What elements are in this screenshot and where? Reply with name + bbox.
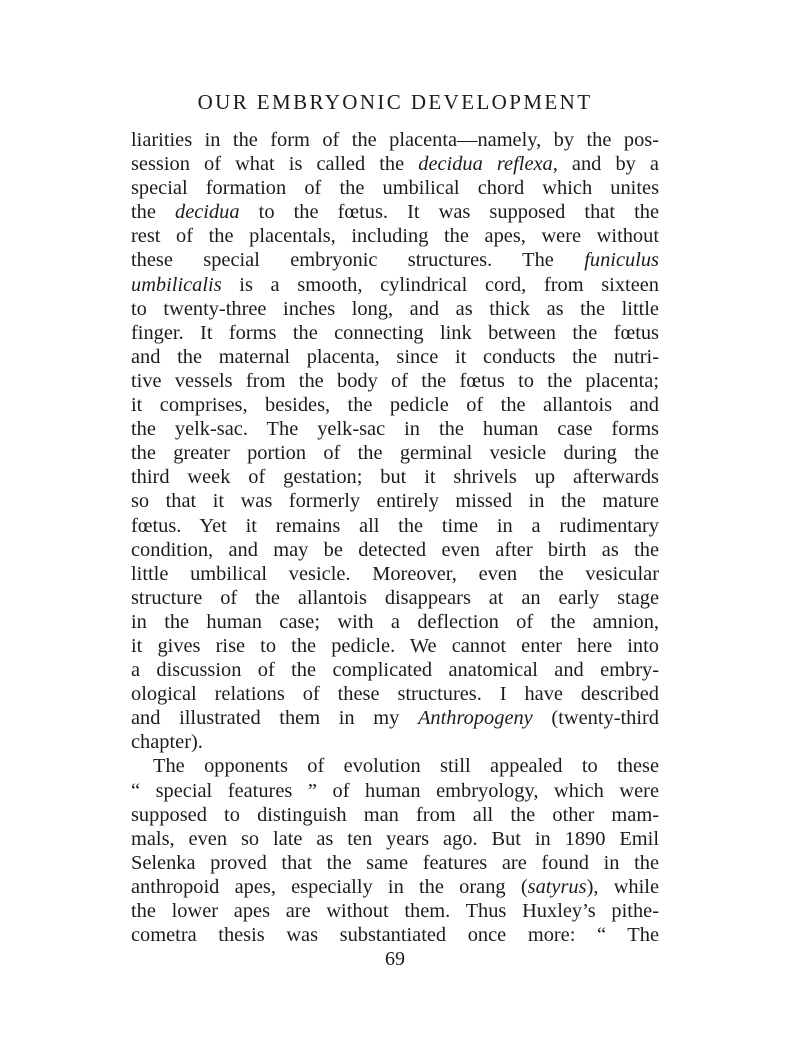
text-line: ological relations of these structures. I have described xyxy=(131,683,659,706)
running-head: OUR EMBRYONIC DEVELOPMENT xyxy=(197,90,593,114)
text-line: finger. It forms the connecting link between the fœtus xyxy=(131,321,659,344)
body-text xyxy=(131,128,659,947)
text-line: and illustrated them in my Anthropogeny (twenty-third xyxy=(131,707,659,730)
text-line: fœtus. Yet it remains all the time in a rudimentary xyxy=(131,514,659,537)
text-line: third week of gestation; but it shrivels up afterwards xyxy=(131,466,659,489)
text-line: little umbilical vesicle. Moreover, even the vesicular xyxy=(131,562,659,585)
text-line: rest of the placentals, including the apes, were without xyxy=(131,225,659,248)
text-line: these special embryonic structures. The funiculus xyxy=(131,249,659,272)
text-line: a discussion of the complicated anatomical and embry- xyxy=(131,659,659,682)
text-line: The opponents of evolution still appealed to these xyxy=(153,755,659,778)
text-line: and the maternal placenta, since it conducts the nutri- xyxy=(131,345,659,368)
text-line: to twenty-three inches long, and as thick as the little xyxy=(131,297,659,320)
text-line: “ special features ” of human embryology, which were xyxy=(131,779,659,802)
text-line: cometra thesis was substantiated once more: “ The xyxy=(131,924,659,947)
text-line: session of what is called the decidua reflexa, and by a xyxy=(131,153,659,176)
text-line: structure of the allantois disappears at an early stage xyxy=(131,586,659,609)
text-line: mals, even so late as ten years ago. But in 1890 Emil xyxy=(131,827,659,850)
text-line: tive vessels from the body of the fœtus to the placenta; xyxy=(131,369,659,392)
text-line: the decidua to the fœtus. It was supposed that the xyxy=(131,201,659,224)
text-line: umbilicalis is a smooth, cylindrical cord, from sixteen xyxy=(131,273,659,296)
text-line: in the human case; with a deflection of the amnion, xyxy=(131,610,659,633)
text-line: supposed to distinguish man from all the other mam- xyxy=(131,803,659,826)
page-number: 69 xyxy=(385,948,405,970)
text-line: special formation of the umbilical chord which unites xyxy=(131,177,659,200)
text-line: Selenka proved that the same features are found in the xyxy=(131,851,659,874)
text-line: liarities in the form of the placenta—namely, by the pos- xyxy=(131,129,659,151)
text-line: it comprises, besides, the pedicle of the allantois and xyxy=(131,394,659,417)
text-line: condition, and may be detected even after birth as the xyxy=(131,538,659,561)
text-line: the lower apes are without them. Thus Huxley’s pithe- xyxy=(131,900,659,922)
text-line: the greater portion of the germinal vesicle during the xyxy=(131,442,659,465)
text-line: it gives rise to the pedicle. We cannot enter here into xyxy=(131,634,659,657)
text-line: so that it was formerly entirely missed in the mature xyxy=(131,490,659,513)
text-line: chapter). xyxy=(131,731,203,754)
text-line: anthropoid apes, especially in the orang (satyrus), while xyxy=(131,875,659,898)
text-line: the yelk-sac. The yelk-sac in the human case forms xyxy=(131,418,659,441)
